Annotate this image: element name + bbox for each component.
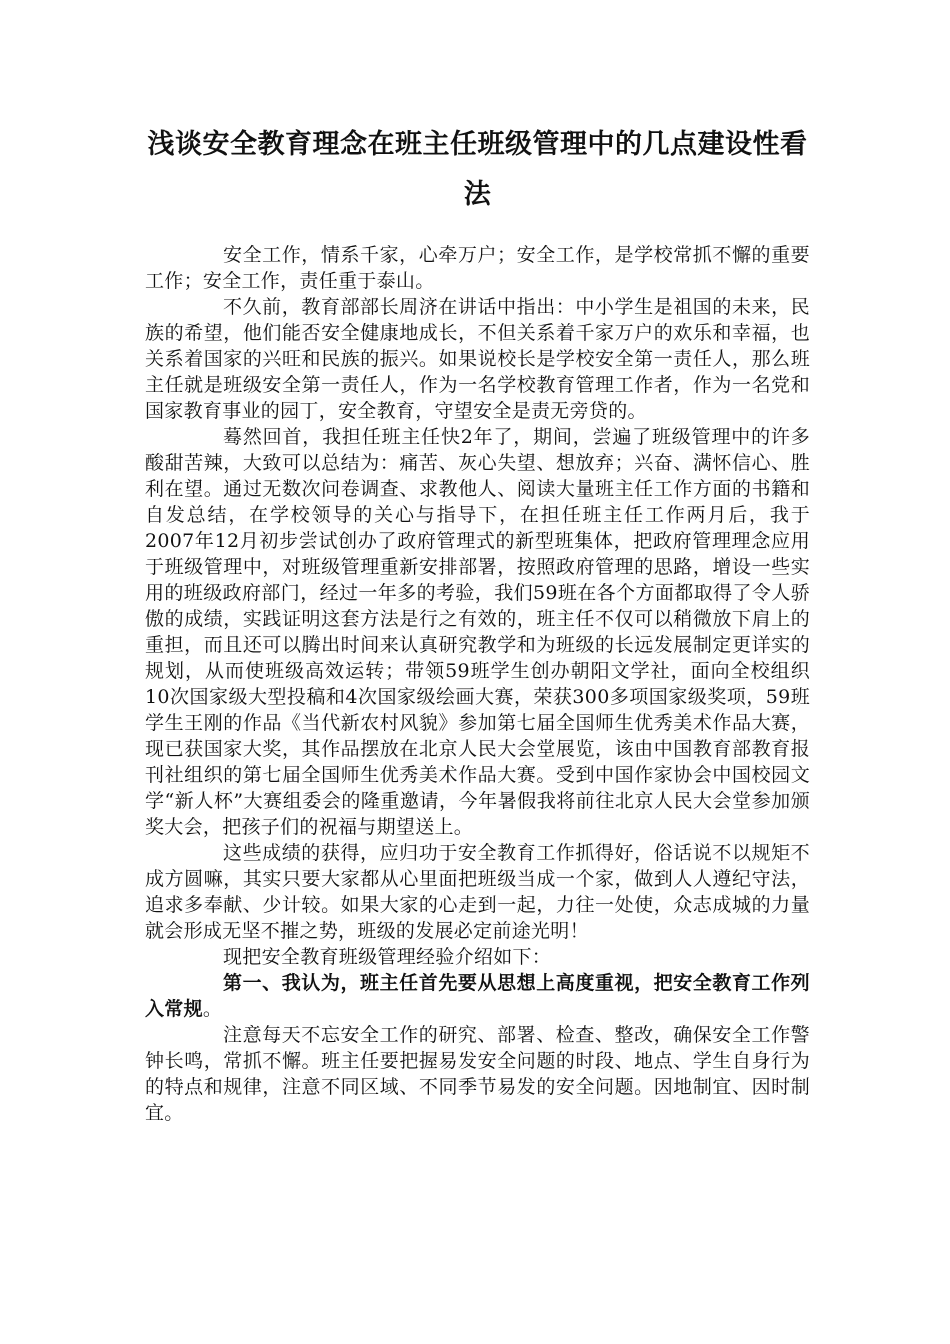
- document-title: 浅谈安全教育理念在班主任班级管理中的几点建设性看法: [147, 129, 808, 210]
- paragraph-intro: 安全工作，情系千家，心牵万户；安全工作，是学校常抓不懈的重要工作；安全工作，责任重于泰山。: [145, 244, 810, 292]
- paragraph-minister-quote: 不久前，教育部部长周济在讲话中指出：中小学生是祖国的未来，民族的希望，他们能否安全健康地成长，不但关系着千家万户的欢乐和幸福，也关系着国家的兴旺和民族的振兴。如果说校长是学校安全第一责任人，那么班主任就是班级安全第一责任人，作为一名学校教育管理工作者，作为一名党和国家教育事业的园丁，安全教育，守望安全是责无旁贷的。: [145, 296, 810, 422]
- section-heading-first-text: 第一、我认为，班主任首先要从思想上高度重视，把安全教育工作列入常规: [145, 972, 810, 1020]
- paragraph-achievements: 这些成绩的获得，应归功于安全教育工作抓得好，俗话说不以规矩不成方圆嘛，其实只要大家都从心里面把班级当成一个家，做到人人遵纪守法，追求多奉献、少计较。如果大家的心走到一起，力往一处使，众志成城的力量就会形成无坚不摧之势，班级的发展必定前途光明！: [145, 842, 810, 942]
- section-heading-first: [145, 970, 810, 1022]
- paragraph-safety-routine: 注意每天不忘安全工作的研究、部署、检查、整改，确保安全工作警钟长鸣，常抓不懈。班主任要把握易发安全问题的时段、地点、学生自身行为的特点和规律，注意不同区域、不同季节易发的安全问题。因地制宜、因时制宜。: [145, 1024, 810, 1124]
- document-page: [145, 120, 810, 1126]
- paragraph-introduction-line: 现把安全教育班级管理经验介绍如下：: [223, 946, 552, 968]
- section-heading-first-tail: 。: [202, 998, 223, 1020]
- paragraph-experience: 蓦然回首，我担任班主任快2年了，期间，尝遍了班级管理中的许多酸甜苦辣，大致可以总结为：痛苦、灰心失望、想放弃；兴奋、满怀信心、胜利在望。通过无数次问卷调查、求教他人、阅读大量班主任工作方面的书籍和自发总结，在学校领导的关心与指导下，在担任班主任工作两月后，我于2007年12月初步尝试创办了政府管理式的新型班集体，把政府管理理念应用于班级管理中，对班级管理重新安排部署，按照政府管理的思路，增设一些实用的班级政府部门，经过一年多的考验，我们59班在各个方面都取得了令人骄傲的成绩，实践证明这套方法是行之有效的，班主任不仅可以稍微放下肩上的重担，而且还可以腾出时间来认真研究教学和为班级的长远发展制定更详实的规划，从而使班级高效运转；带领59班学生创办朝阳文学社，面向全校组织10次国家级大型投稿和4次国家级绘画大赛，荣获300多项国家级奖项，59班学生王刚的作品《当代新农村风貌》参加第七届全国师生优秀美术作品大赛，现已获国家大奖，其作品摆放在北京人民大会堂展览，该由中国教育部教育报刊社组织的第七届全国师生优秀美术作品大赛。受到中国作家协会中国校园文学“新人杯”大赛组委会的隆重邀请，今年暑假我将前往北京人民大会堂参加颁奖大会，把孩子们的祝福与期望送上。: [145, 426, 810, 838]
